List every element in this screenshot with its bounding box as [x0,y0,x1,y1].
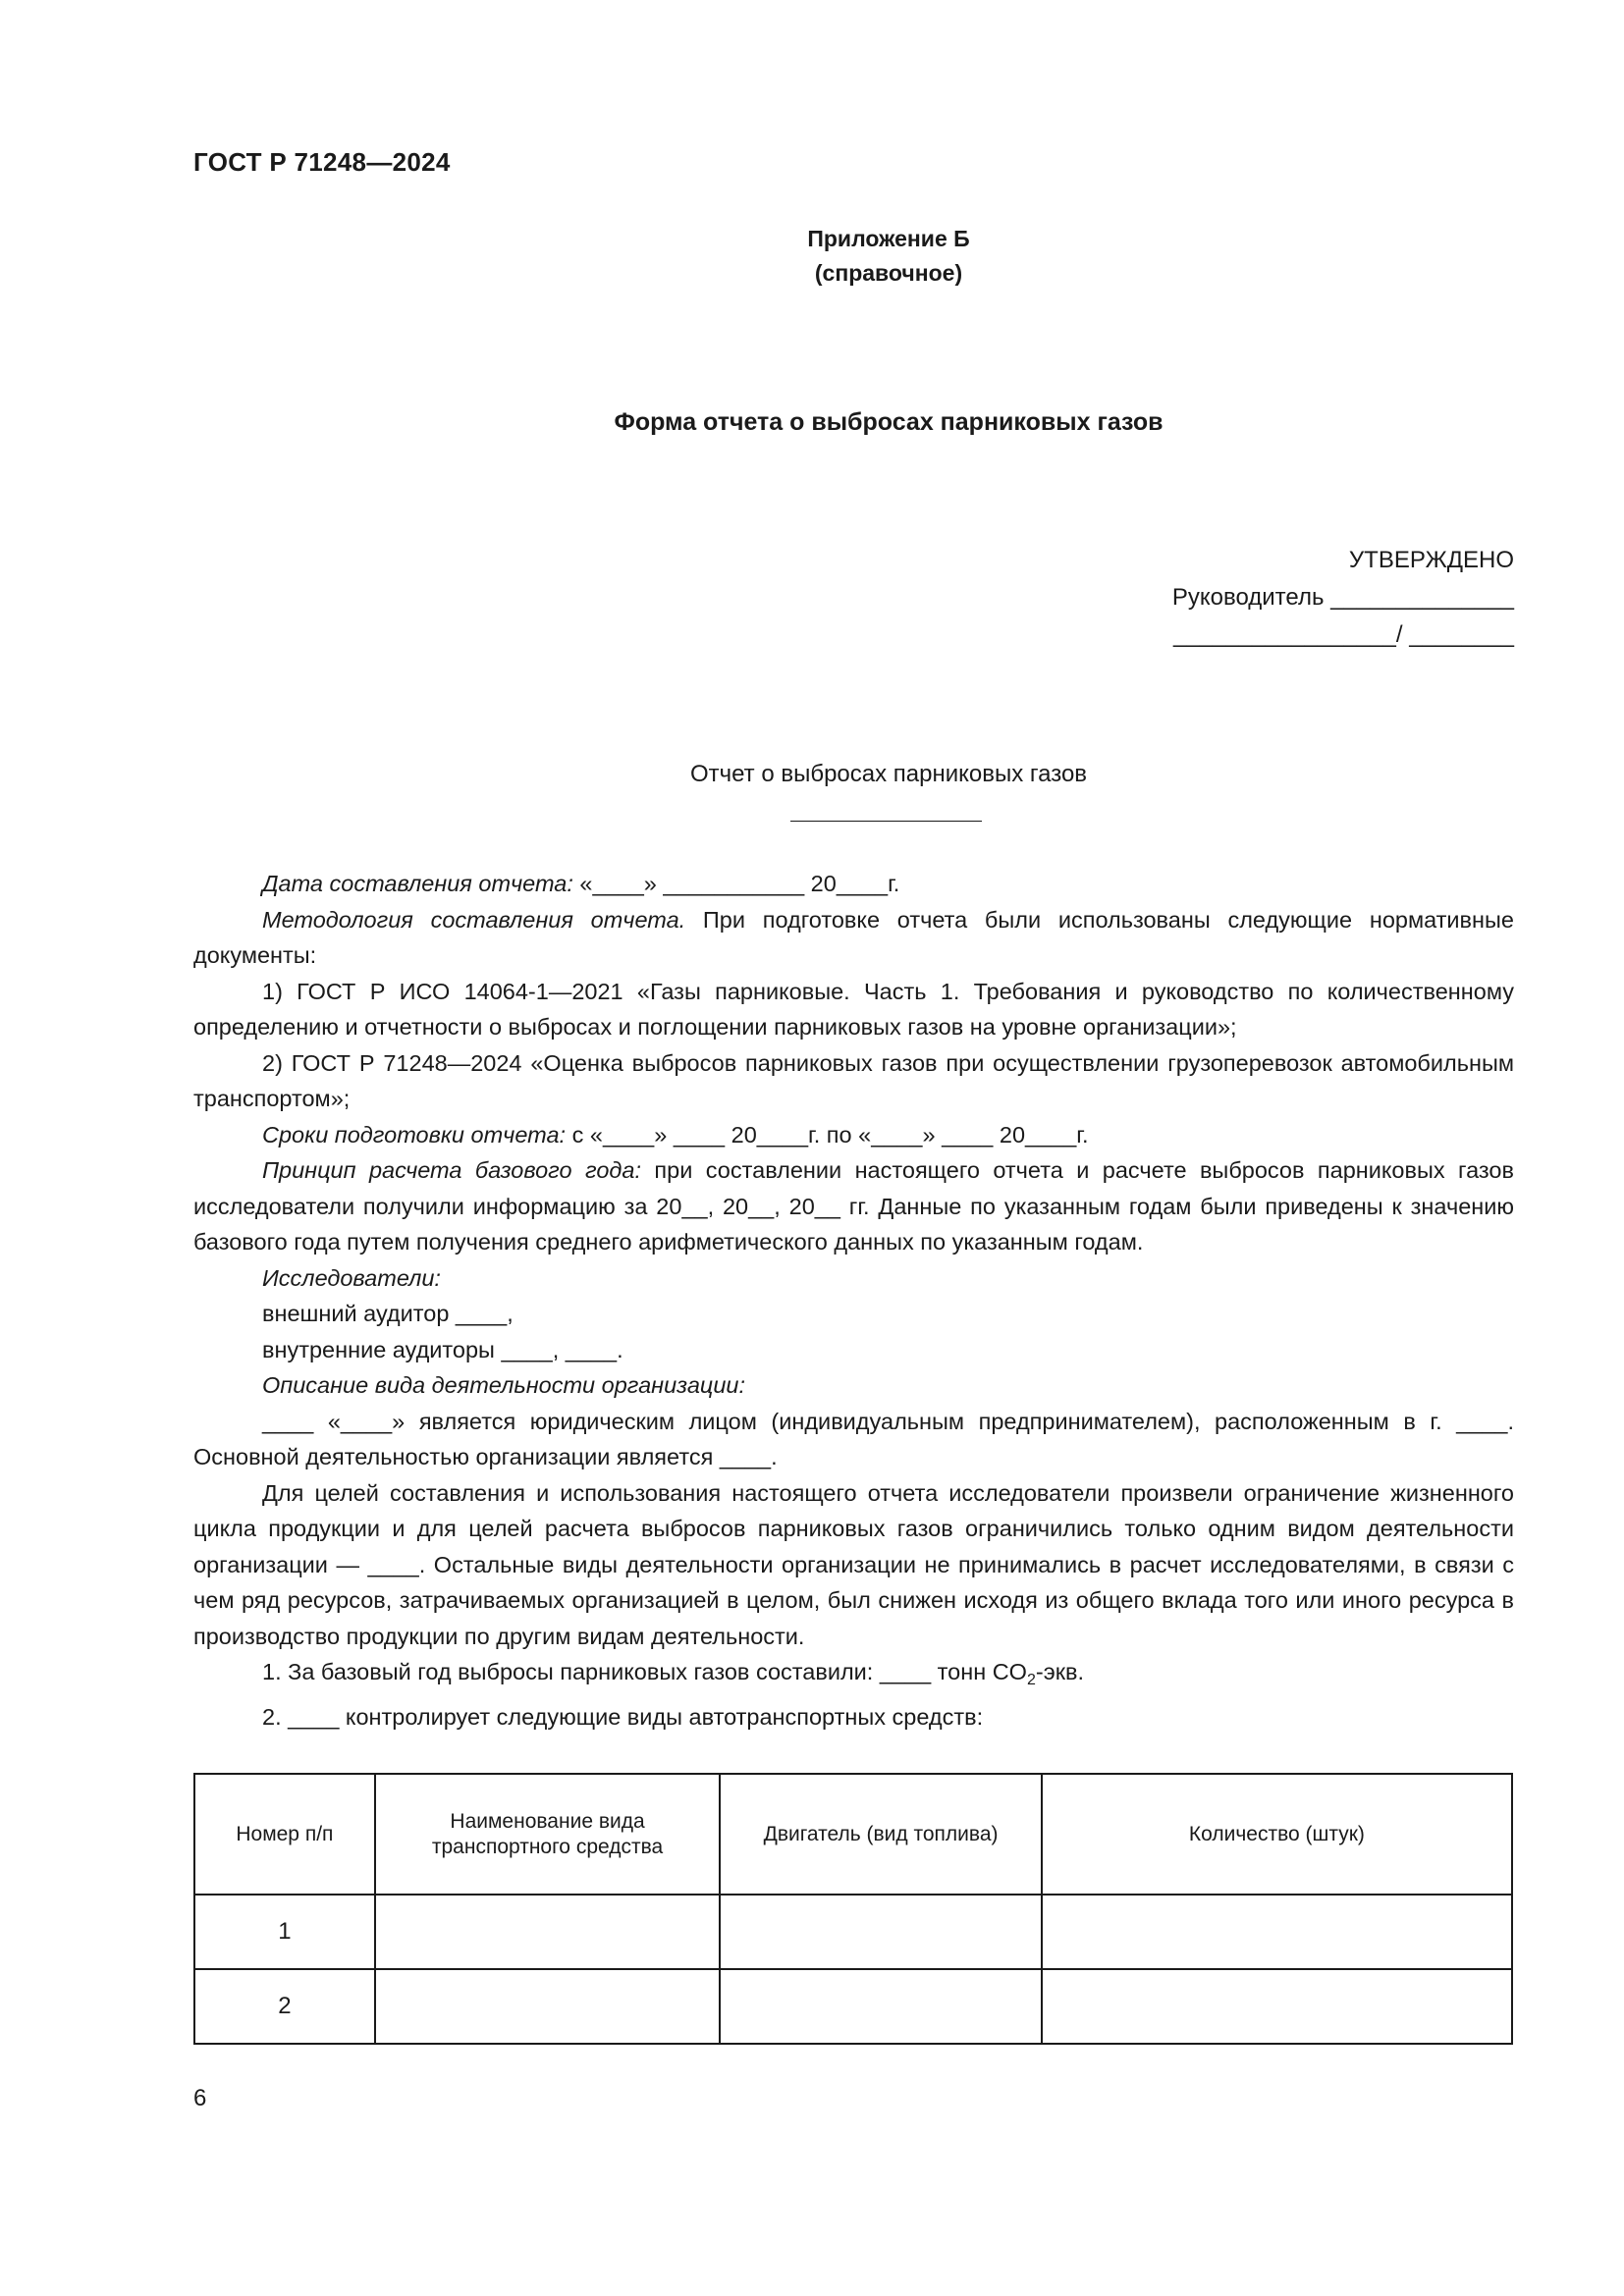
external-auditor-line: внешний аудитор ____, [262,1301,514,1326]
terms-label: Сроки подготовки отчета: [262,1121,567,1148]
row-number: 1 [194,1895,375,1969]
item-1-subscript: 2 [1026,1672,1036,1688]
row-engine [720,1969,1042,2044]
base-year-paragraph [193,1152,1514,1260]
document-code-header: ГОСТ Р 71248—2024 [193,147,451,177]
row-vehicle-type [375,1895,721,1969]
appendix-title: Приложение Б [807,226,970,251]
report-body [193,866,1514,1735]
base-year-label: Принцип расчета базового года: [262,1157,641,1183]
activity-label [193,1367,1514,1404]
researchers-label [193,1260,1514,1297]
header-number: Номер п/п [194,1774,375,1895]
base-year-text: при составлении настоящего отчета и расчете выбросов парниковых газов исследователи получили информацию за 20__, 20__, 20__ гг. Данные по указанным годам были приведены к значению базового года путем получения среднего арифметического данных по указанным годам. [193,1157,1514,1255]
report-title: Отчет о выбросах парниковых газов [689,761,1088,787]
table-row [194,1969,1512,2044]
table-header-row [194,1774,1512,1895]
date-label: Дата составления отчета: [262,871,573,896]
approval-sign-line: _________________/ ________ [1172,621,1514,648]
form-title: Форма отчета о выбросах парниковых газов [614,408,1164,436]
terms-paragraph [193,1117,1514,1153]
terms-value: с «____» ____ 20____г. по «____» ____ 20____г. [566,1121,1089,1148]
doc1-paragraph: 1) ГОСТ Р ИСО 14064-1—2021 «Газы парниковые. Часть 1. Требования и руководство по количественному определению и отчетности о выбросах и поглощении парниковых газов на уровне организации»; [193,978,1514,1040]
row-quantity [1042,1895,1512,1969]
method-paragraph [193,902,1514,974]
item-1-text: 1. За базовый год выбросы парниковых газов составили: ____ тонн CO [262,1659,1027,1684]
scope-paragraph: Для целей составления и использования настоящего отчета исследователи произвели ограничение жизненного цикла продукции и для целей расчета выбросов парниковых газов ограничились только одним видом деятельности организации — ____. Остальные виды деятельности организации не принимались в расчет исследователями, в связи с чем ряд ресурсов, затрачиваемых организацией в целом, был снижен исходя из общего вклада того или иного ресурса в производство продукции по другим видам деятельности. [193,1479,1514,1649]
row-number: 2 [194,1969,375,2044]
method-text: При подготовке отчета были использованы следующие нормативные документы: [193,906,1514,968]
row-quantity [1042,1969,1512,2044]
vehicle-table [193,1773,1513,2045]
researchers-label-text: Исследователи: [262,1264,441,1291]
header-vehicle-type: Наименование вида транспортного средства [375,1774,721,1895]
item-2-paragraph: 2. ____ контролирует следующие виды автотранспортных средств: [262,1703,984,1730]
date-paragraph [193,866,1514,902]
approval-head-line: Руководитель ______________ [1171,584,1514,611]
row-engine [720,1895,1042,1969]
activity-paragraph: ____ «____» является юридическим лицом (индивидуальным предпринимателем), расположенным в г. ____. Основной деятельностью организации является ____. [193,1408,1514,1469]
method-label: Методология составления отчета. [262,906,686,933]
row-vehicle-type [375,1969,721,2044]
appendix-note: (справочное) [814,260,963,286]
item-1-suffix: -экв. [1035,1659,1084,1684]
item-1-paragraph [193,1654,1514,1699]
internal-auditors-line: внутренние аудиторы ____, ____. [262,1336,623,1362]
header-engine: Двигатель (вид топлива) [720,1774,1042,1895]
date-value: «____» ___________ 20____г. [572,871,900,896]
approval-label: УТВЕРЖДЕНО [1348,547,1514,573]
table-row [194,1895,1512,1969]
report-title-underline [790,821,982,822]
header-quantity: Количество (штук) [1042,1774,1512,1895]
doc2-paragraph: 2) ГОСТ Р 71248—2024 «Оценка выбросов парниковых газов при осуществлении грузоперевозок автомобильным транспортом»; [193,1049,1514,1111]
page-number: 6 [193,2085,207,2111]
activity-label-text: Описание вида деятельности организации: [262,1372,746,1398]
